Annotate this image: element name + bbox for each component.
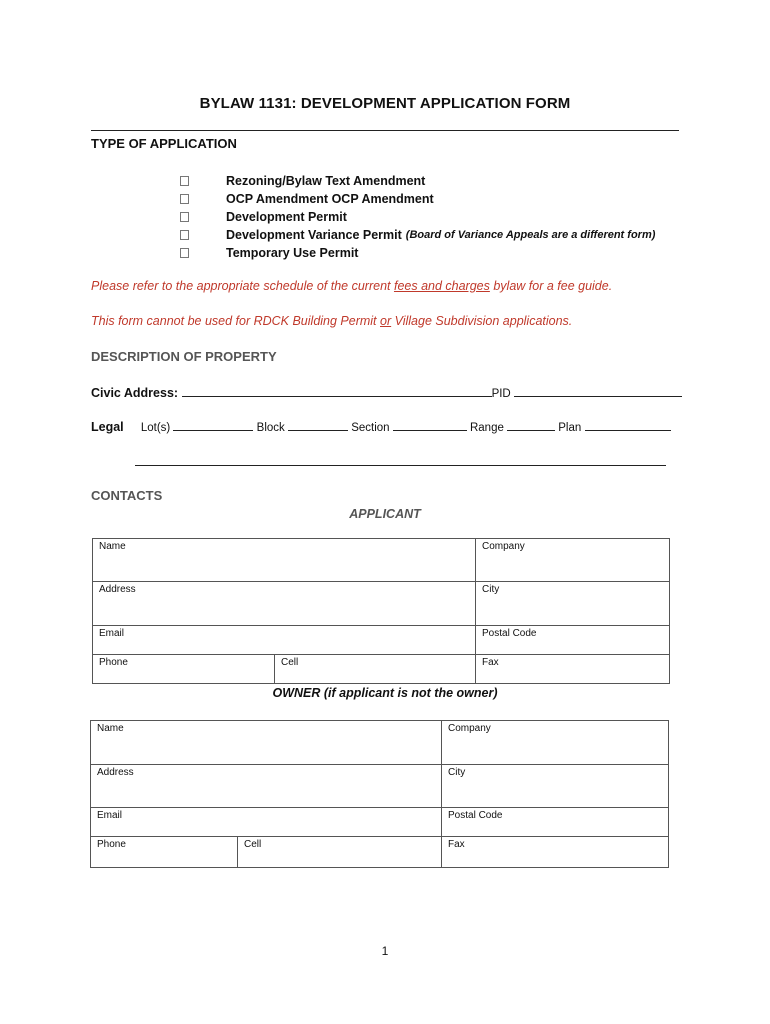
owner-postal-code-cell[interactable] [442, 808, 669, 837]
email-label: Email [97, 810, 123, 821]
option-label: Development Permit [226, 210, 347, 224]
applicant-heading-text: APPLICANT [349, 507, 421, 521]
applicant-phone-cell[interactable] [93, 655, 275, 684]
owner-address-cell[interactable] [91, 765, 442, 808]
section-field[interactable] [393, 418, 467, 431]
option-ocp-amendment[interactable] [180, 190, 655, 208]
civic-address-field[interactable] [182, 384, 492, 397]
civic-address-row [91, 384, 682, 400]
applicant-city-cell[interactable] [476, 582, 670, 626]
form-title: BYLAW 1131: DEVELOPMENT APPLICATION FORM [199, 95, 571, 112]
fax-label: Fax [448, 839, 465, 850]
owner-name-cell[interactable] [91, 721, 442, 765]
lot-field[interactable] [173, 418, 253, 431]
range-field[interactable] [507, 418, 555, 431]
applicant-name-cell[interactable] [93, 539, 476, 582]
block-label: Block [256, 422, 285, 434]
applicant-table [92, 538, 670, 684]
owner-fax-cell[interactable] [442, 837, 669, 868]
fee-notice-text-end: bylaw for a fee guide. [489, 279, 613, 293]
legal-label: Legal [91, 420, 124, 434]
pid-field[interactable] [514, 384, 682, 397]
title-divider [91, 130, 679, 131]
applicant-company-cell[interactable] [476, 539, 670, 582]
contacts-heading: CONTACTS [91, 488, 163, 503]
owner-table [90, 720, 669, 868]
postal-code-label: Postal Code [482, 628, 537, 639]
type-of-application-heading: TYPE OF APPLICATION [91, 136, 237, 151]
phone-label: Phone [97, 839, 126, 850]
form-usage-notice [91, 314, 572, 328]
applicant-heading [0, 507, 770, 521]
form-notice-or: or [380, 314, 392, 328]
applicant-cell-cell[interactable] [275, 655, 476, 684]
application-type-options [180, 172, 655, 262]
owner-company-cell[interactable] [442, 721, 669, 765]
checkbox-rezoning[interactable] [180, 176, 189, 186]
owner-email-cell[interactable] [91, 808, 442, 837]
fee-notice [91, 279, 612, 293]
company-label: Company [482, 541, 525, 552]
name-label: Name [97, 723, 124, 734]
plan-field[interactable] [585, 418, 671, 431]
owner-phone-cell[interactable] [91, 837, 238, 868]
postal-code-label: Postal Code [448, 810, 503, 821]
fee-notice-text: Please refer to the appropriate schedule of the current [91, 279, 394, 293]
applicant-address-cell[interactable] [93, 582, 476, 626]
checkbox-ocp-amendment[interactable] [180, 194, 189, 204]
option-label: Temporary Use Permit [226, 246, 359, 260]
pid-label: PID [491, 388, 511, 400]
cell-label: Cell [281, 657, 299, 668]
owner-heading [0, 686, 770, 700]
range-label: Range [469, 422, 504, 434]
checkbox-temporary-use-permit[interactable] [180, 248, 189, 258]
owner-city-cell[interactable] [442, 765, 669, 808]
applicant-postal-code-cell[interactable] [476, 626, 670, 655]
applicant-fax-cell[interactable] [476, 655, 670, 684]
owner-heading-text: OWNER (if applicant is not the owner) [272, 686, 498, 700]
page-number: 1 [381, 944, 389, 958]
email-label: Email [99, 628, 125, 639]
city-label: City [448, 767, 466, 778]
owner-cell-cell[interactable] [238, 837, 442, 868]
option-development-permit[interactable] [180, 208, 655, 226]
city-label: City [482, 584, 500, 595]
checkbox-development-variance-permit[interactable] [180, 230, 189, 240]
applicant-email-cell[interactable] [93, 626, 476, 655]
company-label: Company [448, 723, 491, 734]
option-label: OCP Amendment OCP Amendment [226, 192, 434, 206]
lot-label: Lot(s) [140, 422, 171, 434]
legal-description-row [91, 418, 671, 434]
fees-and-charges-link[interactable]: fees and charges [393, 279, 490, 293]
phone-label: Phone [99, 657, 128, 668]
form-notice-text-end: Village Subdivision applications. [391, 314, 573, 328]
option-label: Rezoning/Bylaw Text Amendment [226, 174, 426, 188]
address-label: Address [99, 584, 136, 595]
option-note: (Board of Variance Appeals are a different form) [405, 229, 656, 241]
cell-label: Cell [244, 839, 262, 850]
fax-label: Fax [482, 657, 499, 668]
section-label: Section [351, 422, 390, 434]
option-label: Development Variance Permit [226, 228, 402, 242]
option-temporary-use-permit[interactable] [180, 244, 655, 262]
block-field[interactable] [288, 418, 348, 431]
description-of-property-heading: DESCRIPTION OF PROPERTY [91, 349, 277, 364]
checkbox-development-permit[interactable] [180, 212, 189, 222]
legal-description-extra-line[interactable] [135, 465, 666, 466]
option-rezoning[interactable] [180, 172, 655, 190]
address-label: Address [97, 767, 134, 778]
option-development-variance-permit[interactable] [180, 226, 655, 244]
form-notice-text: This form cannot be used for RDCK Building Permit [91, 314, 381, 328]
plan-label: Plan [558, 422, 582, 434]
civic-address-label: Civic Address: [91, 386, 179, 400]
name-label: Name [99, 541, 126, 552]
